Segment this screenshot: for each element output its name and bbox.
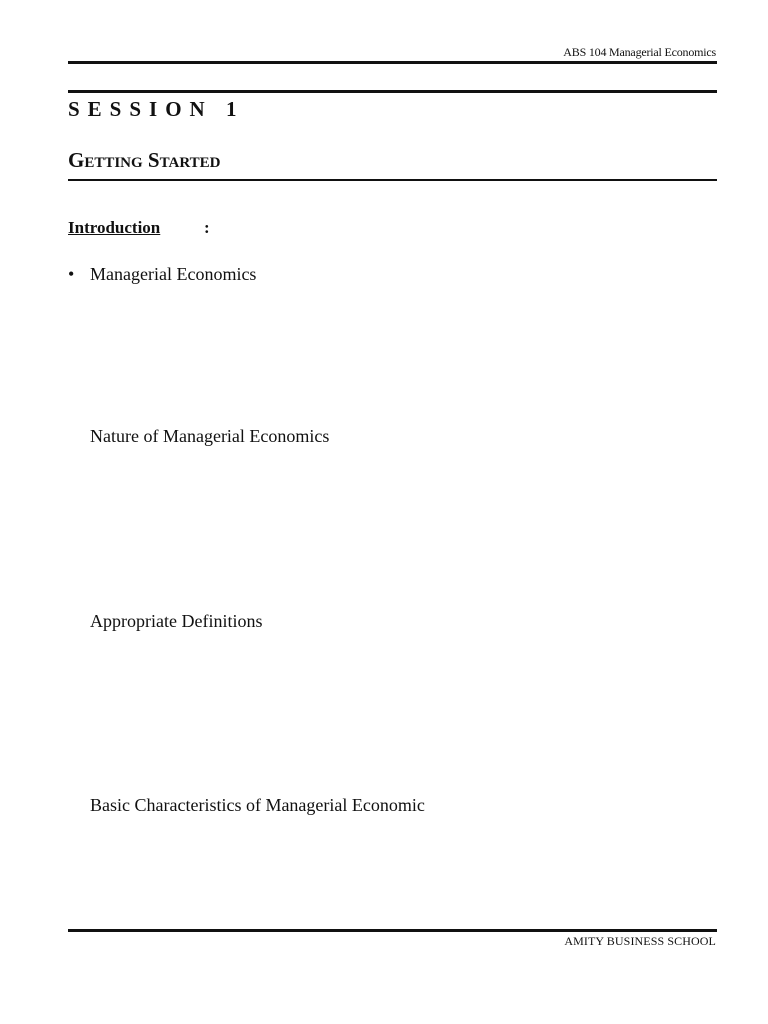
title-rule [68, 179, 717, 181]
bullet-icon: • [68, 264, 75, 284]
session-rule [68, 90, 717, 93]
session-heading: SESSION 1 [68, 97, 245, 121]
introduction-colon: : [204, 218, 210, 237]
introduction-label: Introduction [68, 218, 161, 237]
subheading-nature: Nature of Managerial Economics [90, 426, 330, 446]
subheading-definitions: Appropriate Definitions [90, 611, 263, 631]
chapter-title: Getting Started [68, 148, 221, 172]
subheading-characteristics: Basic Characteristics of Managerial Economic [90, 795, 425, 815]
list-item-label: Managerial Economics [90, 264, 257, 284]
page-header-course: ABS 104 Managerial Economics [563, 45, 716, 59]
header-rule [68, 61, 717, 64]
page-footer-school: AMITY BUSINESS SCHOOL [564, 934, 716, 948]
introduction-heading [68, 216, 210, 240]
footer-rule [68, 929, 717, 932]
